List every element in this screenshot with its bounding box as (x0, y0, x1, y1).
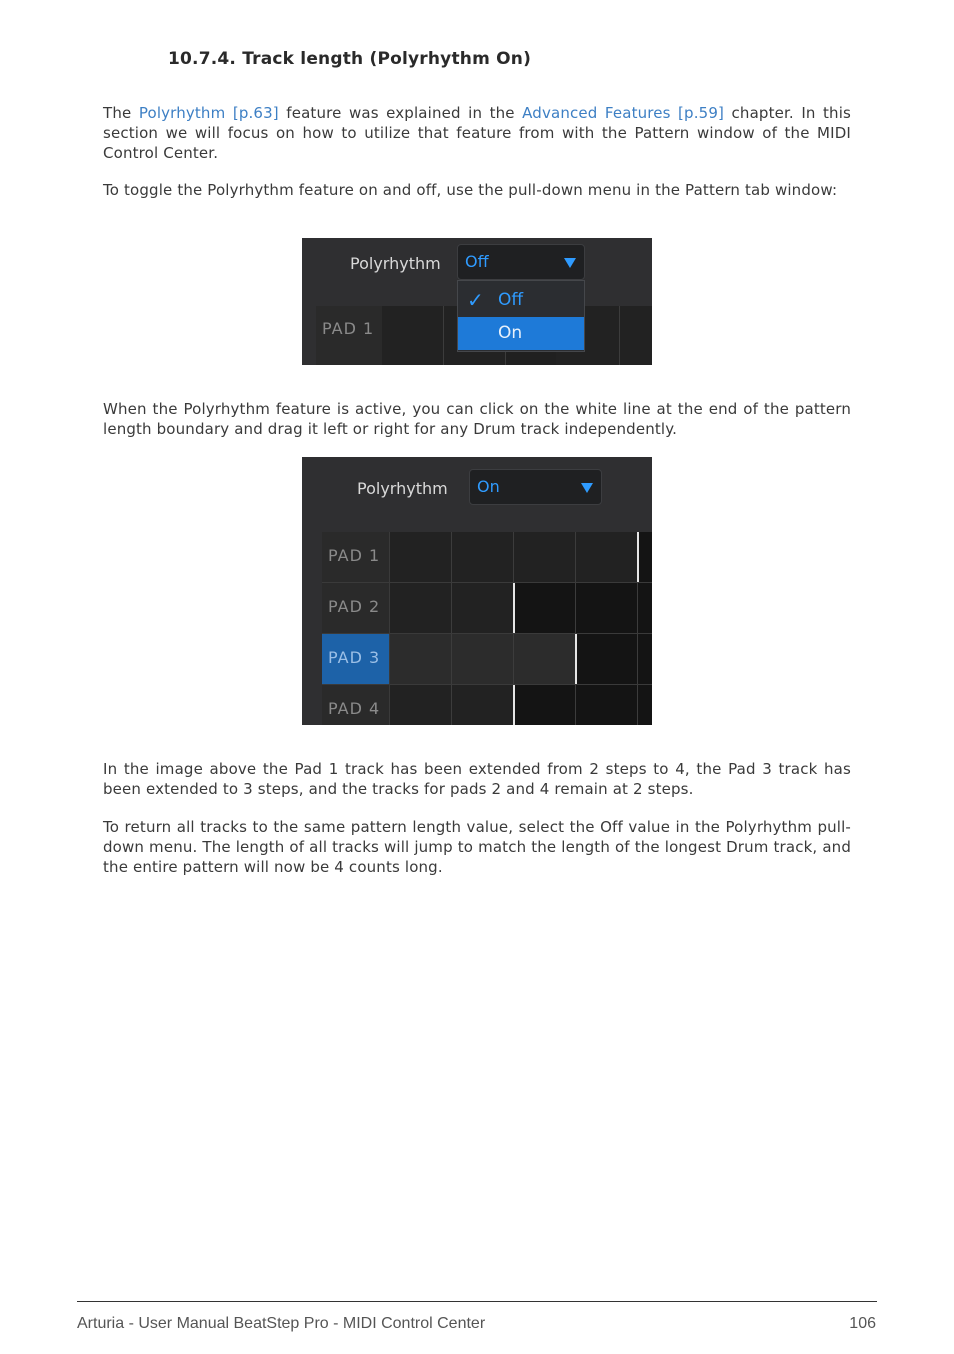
step-cell[interactable] (390, 634, 452, 684)
step-cell[interactable] (514, 685, 576, 725)
step-cell[interactable] (620, 306, 652, 365)
pattern-end-handle[interactable] (637, 532, 639, 582)
grid-row-pad-2 (322, 583, 652, 634)
pad-label[interactable]: PAD 4 (322, 685, 390, 725)
menu-item-on[interactable]: On (458, 317, 584, 350)
polyrhythm-link[interactable]: Polyrhythm [p.63] (138, 104, 279, 122)
footer-title: Arturia - User Manual BeatStep Pro - MIDI Control Center (77, 1315, 486, 1332)
polyrhythm-dropdown-screenshot (302, 238, 652, 365)
pad-label[interactable]: PAD 1 (322, 532, 390, 582)
step-cell[interactable] (382, 306, 444, 365)
polyrhythm-grid-screenshot (302, 457, 652, 725)
polyrhythm-select-value: On (477, 477, 500, 496)
step-cell[interactable] (576, 583, 638, 633)
step-cell[interactable] (452, 685, 514, 725)
checkmark-icon: ✓ (467, 288, 484, 312)
polyrhythm-select[interactable] (457, 244, 585, 280)
step-cell[interactable] (514, 634, 576, 684)
polyrhythm-select[interactable] (469, 469, 602, 505)
pad-label[interactable]: PAD 3 (322, 634, 390, 684)
polyrhythm-menu (457, 280, 585, 352)
reset-paragraph: To return all tracks to the same pattern length value, select the Off value in the Polyrhythm pull-down menu. The length of all tracks will jump to match the length of the longest Drum track, and the entire pattern will now be 4 counts long. (103, 818, 851, 876)
menu-item-off[interactable]: ✓ Off (467, 288, 524, 312)
page-number: 106 (849, 1315, 876, 1332)
grid-row-pad-3 (322, 634, 652, 685)
toggle-paragraph: To toggle the Polyrhythm feature on and off, use the pull-down menu in the Pattern tab window: (103, 181, 838, 199)
pattern-end-handle[interactable] (575, 634, 577, 684)
pattern-end-handle[interactable] (513, 583, 515, 633)
step-cell[interactable] (390, 532, 452, 582)
step-cell[interactable] (638, 685, 652, 725)
step-cell[interactable] (638, 583, 652, 633)
intro-paragraph: The Polyrhythm [p.63] feature was explained in the Advanced Features [p.59] chapter. In this section we will focus on how to utilize that feature from with the Pattern window of the MIDI Control Center. (103, 104, 851, 162)
advanced-features-link[interactable]: Advanced Features [p.59] (522, 104, 725, 122)
step-cell[interactable] (576, 532, 638, 582)
result-paragraph: In the image above the Pad 1 track has been extended from 2 steps to 4, the Pad 3 track has been extended to 3 steps, and the tracks for pads 2 and 4 remain at 2 steps. (103, 760, 851, 798)
dropdown-arrow-icon (581, 483, 593, 493)
step-cell[interactable] (638, 532, 652, 582)
drag-paragraph: When the Polyrhythm feature is active, you can click on the white line at the end of the pattern length boundary and drag it left or right for any Drum track independently. (103, 400, 851, 438)
step-cell[interactable] (390, 583, 452, 633)
grid-row-pad-4 (322, 685, 652, 725)
dropdown-arrow-icon (564, 258, 576, 268)
polyrhythm-label: Polyrhythm (357, 479, 448, 498)
footer-divider (77, 1301, 877, 1302)
step-cell[interactable] (576, 685, 638, 725)
step-cell[interactable] (576, 634, 638, 684)
step-cell[interactable] (390, 685, 452, 725)
polyrhythm-label: Polyrhythm (350, 254, 441, 273)
polyrhythm-select-value: Off (465, 252, 489, 271)
step-cell[interactable] (452, 532, 514, 582)
step-cell[interactable] (514, 583, 576, 633)
step-cell[interactable] (452, 634, 514, 684)
step-cell[interactable] (514, 532, 576, 582)
step-cell[interactable] (452, 583, 514, 633)
pad-label: PAD 1 (316, 306, 384, 365)
grid-row-pad-1 (322, 532, 652, 583)
section-heading: 10.7.4. Track length (Polyrhythm On) (168, 49, 532, 69)
pattern-end-handle[interactable] (513, 685, 515, 725)
step-cell[interactable] (638, 634, 652, 684)
pad-label[interactable]: PAD 2 (322, 583, 390, 633)
